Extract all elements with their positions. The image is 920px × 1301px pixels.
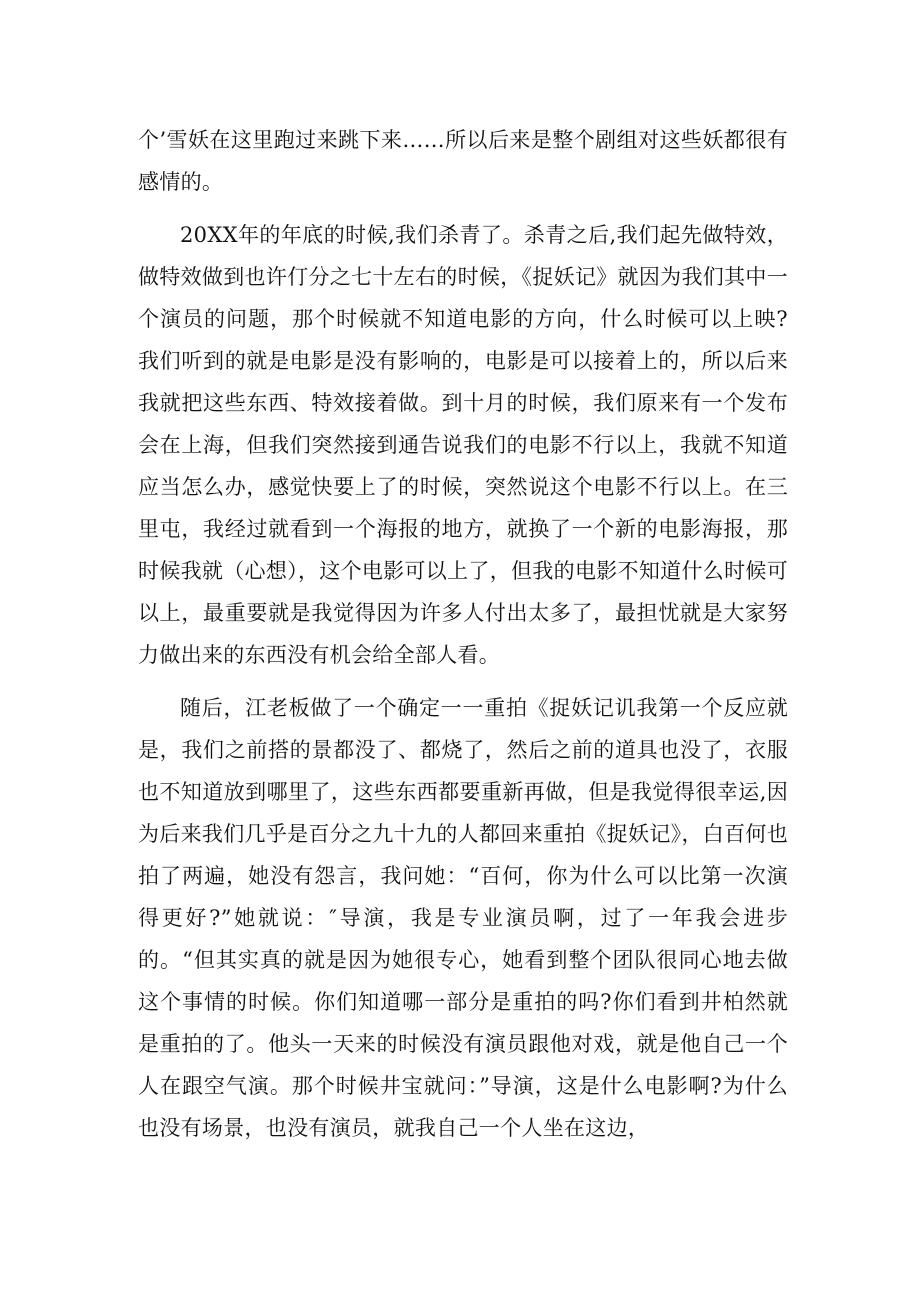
paragraph-3: 随后，江老板做了一个确定一一重拍《捉妖记讥我第一个反应就是，我们之前搭的景都没了、都烧了，然后之前的道具也没了，衣服也不知道放到哪里了，这些东西都要重新再做，但是我觉得很幸运,因为后来我们几乎是百分之九十九的人都回来重拍《捉妖记》，白百何也拍了两遍，她没有怨言，我问她：“百何，你为什么可以比第一次演得更好?”她就说：″导演，我是专业演员啊，过了一年我会进步的。“但其实真的就是因为她很专心，她看到整个团队很同心地去做这个事情的时候。你们知道哪一部分是重拍的吗?你们看到井柏然就是重拍的了。他头一天来的时候没有演员跟他对戏，就是他自己一个人在跟空气演。那个时候井宝就问：”导演，这是什么电影啊?为什么也没有场景，也没有演员，就我自己一个人坐在这边， <box>138 696 788 1140</box>
document-body <box>138 119 788 1149</box>
paragraph-gap <box>138 203 788 214</box>
paragraph-gap <box>138 676 788 687</box>
paragraph-1: 个’雪妖在这里跑过来跳下来……所以后来是整个剧组对这些妖都很有感情的。 <box>138 128 788 194</box>
paragraph-2: 20XX年的年底的时候,我们杀青了。杀青之后,我们起先做特效，做特效做到也许仃分之七十左右的时候，《捉妖记》就因为我们其中一个演员的问题，那个时候就不知道电影的方向，什么时候可以上映?我们听到的就是电影是没有影响的，电影是可以接着上的，所以后来我就把这些东西、特效接着做。到十月的时候，我们原来有一个发布会在上海，但我们突然接到通告说我们的电影不行以上，我就不知道应当怎么办，感觉快要上了的时候，突然说这个电影不行以上。在三里屯，我经过就看到一个海报的地方，就换了一个新的电影海报，那时候我就（心想），这个电影可以上了，但我的电影不知道什么时候可以上，最重要就是我觉得因为许多人付出太多了，最担忧就是大家努力做出来的东西没有机会给全部人看。 <box>138 223 788 667</box>
